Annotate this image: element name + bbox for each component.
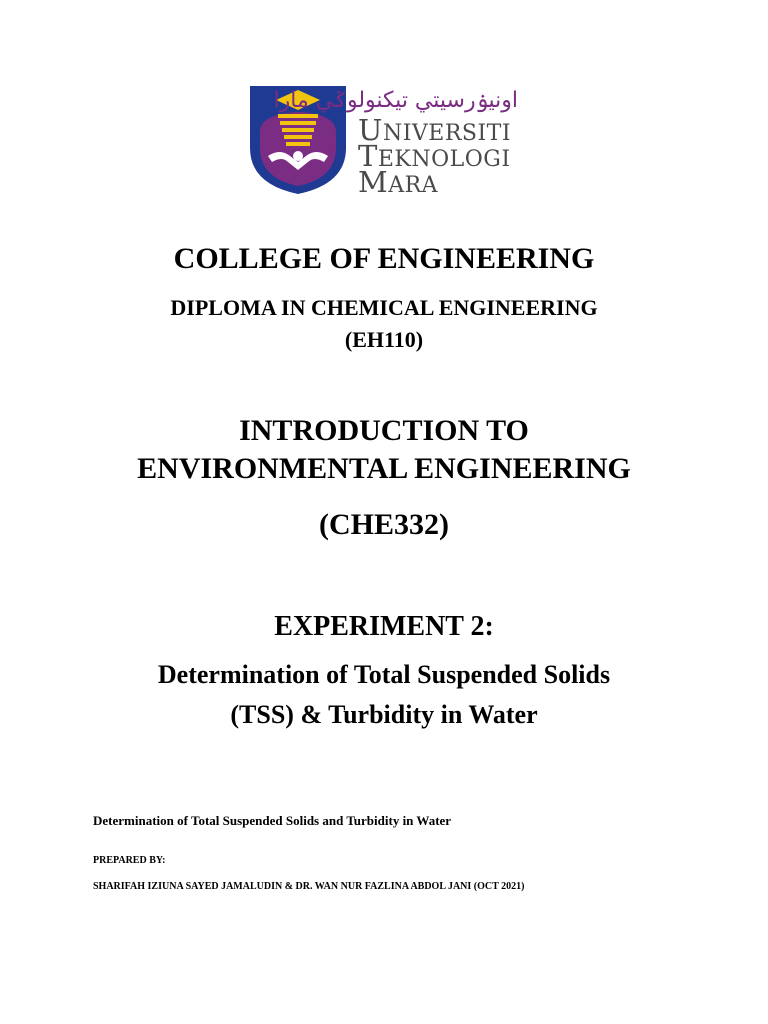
program-code: (EH110) xyxy=(344,327,424,352)
logo-jawi-script: اونيۏرسيتي تيكنولوݢي مارا xyxy=(273,88,518,113)
logo-name-line2: TEKNOLOGI xyxy=(358,139,511,173)
experiment-label: EXPERIMENT 2: xyxy=(274,611,494,642)
program-heading: DIPLOMA IN CHEMICAL ENGINEERING xyxy=(170,295,598,320)
course-title-line2: ENVIRONMENTAL ENGINEERING xyxy=(137,452,631,485)
document-subtitle: Determination of Total Suspended Solids and Turbidity in Water xyxy=(93,813,452,828)
course-title xyxy=(0,412,768,488)
course-title-line1: INTRODUCTION TO xyxy=(239,414,529,447)
logo-name-line3: MARA xyxy=(358,165,439,199)
experiment-title xyxy=(0,655,768,735)
logo-name-line1: UNIVERSITI xyxy=(358,113,512,147)
college-heading: COLLEGE OF ENGINEERING xyxy=(173,242,595,275)
prepared-by-label: PREPARED BY: xyxy=(93,855,166,866)
experiment-title-line2: (TSS) & Turbidity in Water xyxy=(230,700,538,729)
course-code: (CHE332) xyxy=(319,508,449,541)
authors-line: SHARIFAH IZIUNA SAYED JAMALUDIN & DR. WAN NUR FAZLINA ABDOL JANI (OCT 2021) xyxy=(93,881,525,892)
experiment-title-line1: Determination of Total Suspended Solids xyxy=(157,660,611,689)
